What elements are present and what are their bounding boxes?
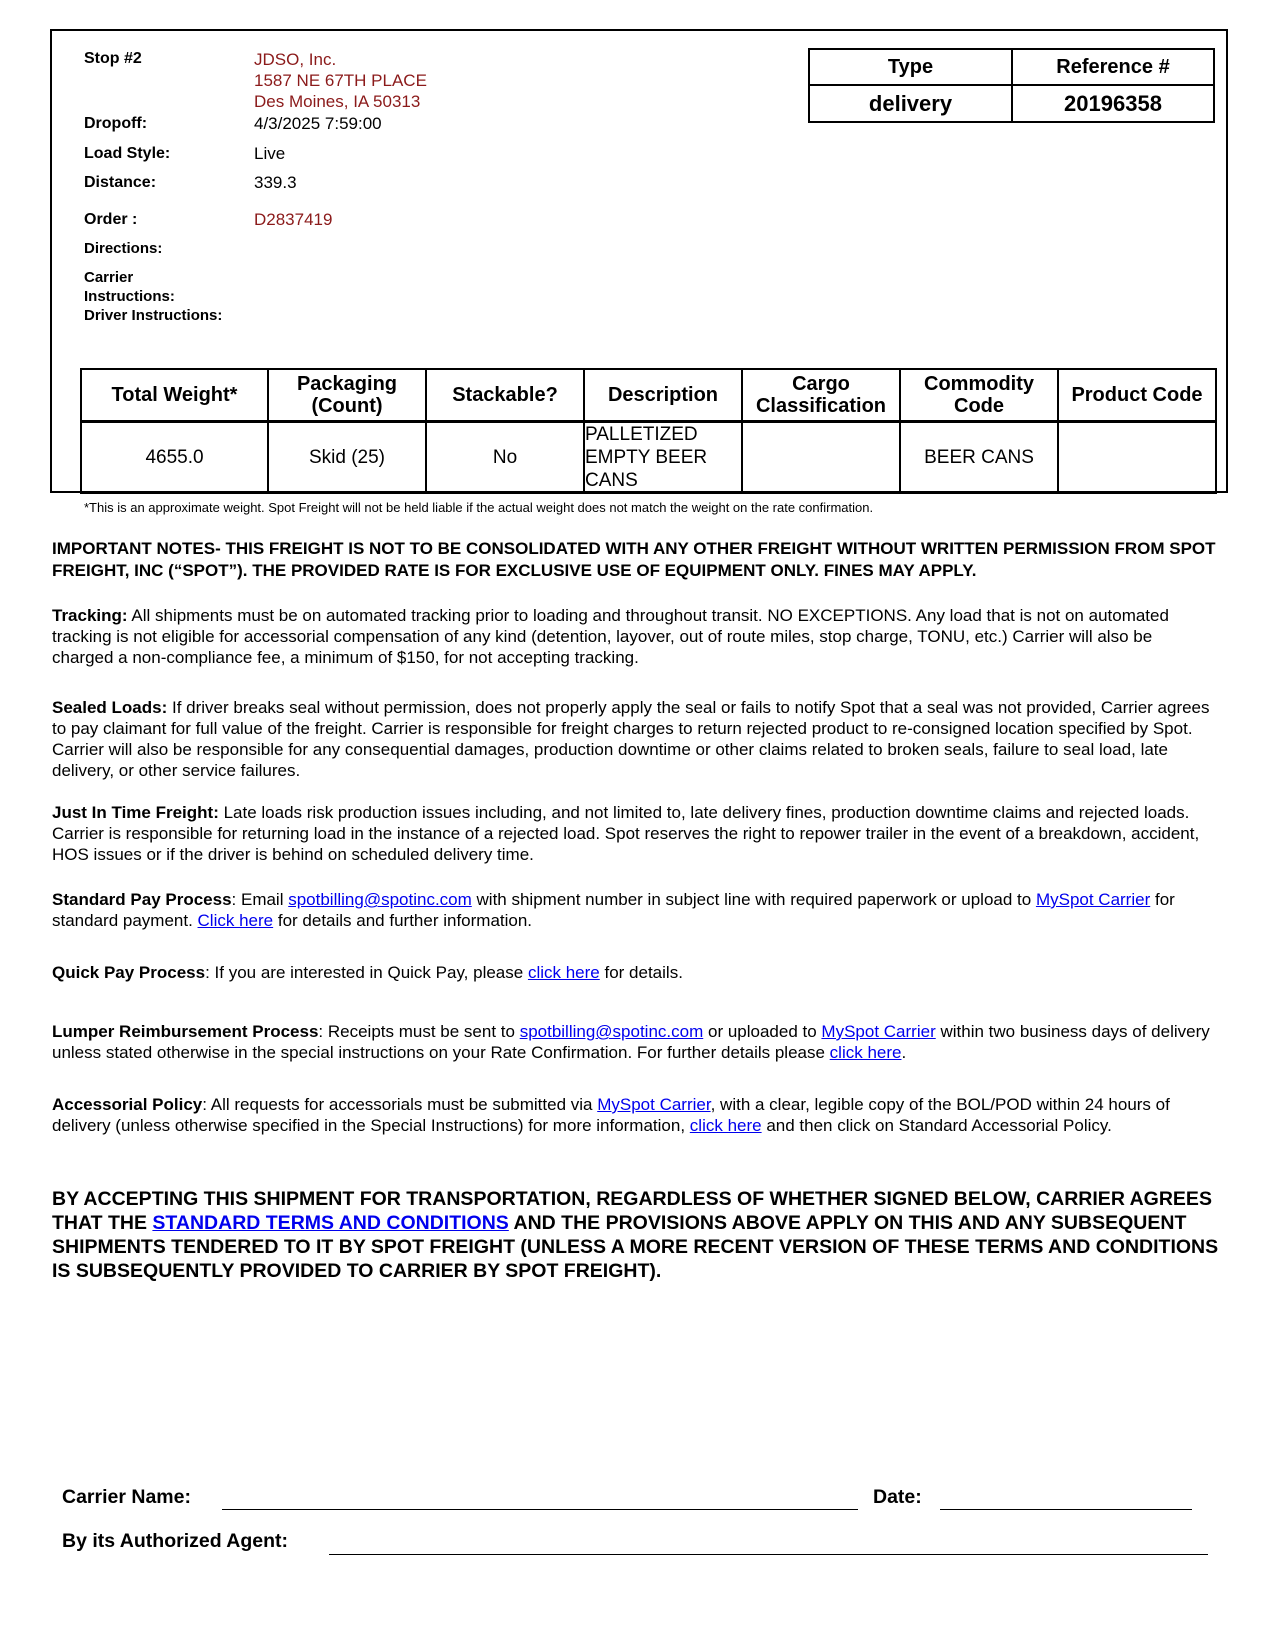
dropoff-label: Dropoff: [84,115,148,132]
distance-label: Distance: [84,174,157,191]
authorized-agent-field[interactable] [329,1554,1208,1555]
header-commodity-code: Commodity Code [900,369,1058,422]
order-label: Order : [84,211,138,228]
carrier-instructions-label-1: Carrier [84,269,134,286]
header-product-code: Product Code [1058,369,1216,422]
jit-text: Late loads risk production issues including, and not limited to, late delivery fines, production downtime claims and rejected loads. Carrier is responsible for returning load in the instance of a rejected load. Spot reserves the right to repower trailer in the event of a breakdown, accident, HOS issues or if the driver is behind on scheduled delivery time. [52,803,1200,864]
accessorial-text-3: and then click on Standard Accessorial Policy. [761,1116,1112,1135]
acceptance-text-2: AND THE PROVISIONS ABOVE APPLY ON THIS AND ANY SUBSEQUENT SHIPMENTS TENDERED TO IT BY SPOT FREIGHT (UNLESS A MORE RECENT VERSION OF THESE TERMS AND CONDITIONS IS SUBSEQUENTLY PROVIDED TO CARRIER BY SPOT FREIGHT). [52,1212,1219,1282]
lumper-text-2: or uploaded to [703,1022,822,1041]
cell-commodity-code: BEER CANS [900,422,1058,494]
lumper-paragraph [52,1021,1212,1063]
quick-pay-title: Quick Pay Process [52,963,206,982]
accessorial-text-2: , with a clear, legible copy of the BOL/POD within 24 hours of delivery (unless otherwise specified in the Special Instructions) for more information, [52,1095,1170,1135]
quick-pay-paragraph [52,962,1212,983]
cell-packaging: Skid (25) [268,422,426,494]
header-packaging: Packaging (Count) [268,369,426,422]
acceptance-text-1: BY ACCEPTING THIS SHIPMENT FOR TRANSPORTATION, REGARDLESS OF WHETHER SIGNED BELOW, CARRIER AGREES THAT THE [52,1188,1212,1234]
quick-pay-text-1: : If you are interested in Quick Pay, please [205,963,528,982]
address-line-1: 1587 NE 67TH PLACE [254,71,427,90]
lumper-title: Lumper Reimbursement Process [52,1022,319,1041]
load-style-value: Live [254,144,286,163]
driver-instructions-label: Driver Instructions: [84,307,223,324]
acceptance-statement [52,1187,1232,1283]
sealed-text: If driver breaks seal without permission, does not properly apply the seal or fails to notify Spot that a seal was not provided, Carrier agrees to pay claimant for full value of the freight. Carrier is responsible for freight charges to return rejected product to re-consigned location specified by Spot. Carrier will also be responsible for any consequential damages, production downtime or other claims related to broken seals, failure to seal load, late delivery, or other service failures. [52,698,1210,780]
lumper-text-4: . [901,1043,907,1062]
accessorial-paragraph [52,1094,1212,1136]
dropoff-value: 4/3/2025 7:59:00 [254,114,382,133]
standard-terms-link[interactable]: STANDARD TERMS AND CONDITIONS [152,1212,509,1234]
stop-label: Stop #2 [84,50,142,67]
header-description: Description [584,369,742,422]
lumper-text-1: : Receipts must be sent to [318,1022,520,1041]
accessorial-text-1: : All requests for accessorials must be submitted via [202,1095,598,1114]
carrier-instructions-label-2: Instructions: [84,288,175,305]
lumper-myspot-carrier-link[interactable]: MySpot Carrier [821,1022,936,1041]
accessorial-myspot-carrier-link[interactable]: MySpot Carrier [597,1095,711,1114]
header-stackable: Stackable? [426,369,584,422]
authorized-agent-label: By its Authorized Agent: [62,1530,289,1552]
lumper-click-here-link[interactable]: click here [829,1043,902,1062]
carrier-name-label: Carrier Name: [62,1486,191,1508]
cell-stackable: No [426,422,584,494]
quick-pay-click-here-link[interactable]: click here [527,963,600,982]
standard-pay-click-here-link[interactable]: Click here [197,911,274,930]
tracking-text: All shipments must be on automated tracking prior to loading and throughout transit. NO EXCEPTIONS. Any load that is not on automated tracking is not eligible for accessorial compensation of any kind (detention, layover, out of route miles, stop charge, TONU, etc.) Carrier will also be charged a non-compliance fee, a minimum of $150, for not accepting tracking. [52,606,1169,667]
address-line-2: Des Moines, IA 50313 [254,92,421,111]
table-row [81,422,1216,494]
order-value: D2837419 [254,210,333,229]
type-value: delivery [809,85,1012,122]
standard-pay-text-3: for standard payment. [52,890,1175,930]
jit-title: Just In Time Freight: [52,803,219,822]
sealed-loads-paragraph [52,697,1212,781]
accessorial-title: Accessorial Policy [52,1095,203,1114]
standard-pay-text-4: for details and further information. [273,911,533,930]
cargo-table [80,368,1217,494]
cell-total-weight: 4655.0 [81,422,268,494]
tracking-paragraph [52,605,1212,668]
weight-note: *This is an approximate weight. Spot Freight will not be held liable if the actual weight does not match the weight on the rate confirmation. [84,500,874,515]
header-total-weight: Total Weight* [81,369,268,422]
sealed-title: Sealed Loads: [52,698,168,717]
standard-pay-paragraph [52,889,1212,931]
quick-pay-text-2: for details. [599,963,683,982]
lumper-text-3: within two business days of delivery unless stated otherwise in the special instructions on your Rate Confirmation. For further details please [52,1022,1210,1062]
billing-email-link[interactable]: spotbilling@spotinc.com [288,890,472,909]
jit-paragraph [52,802,1212,865]
lumper-email-link[interactable]: spotbilling@spotinc.com [519,1022,704,1041]
standard-pay-text-1: : Email [231,890,289,909]
standard-pay-title: Standard Pay Process [52,890,232,909]
cell-product-code [1058,422,1216,494]
reference-header: Reference # [1012,49,1214,85]
carrier-name-field[interactable] [222,1509,858,1510]
load-style-label: Load Style: [84,145,171,162]
standard-pay-text-2: with shipment number in subject line with required paperwork or upload to [471,890,1036,909]
important-notes: IMPORTANT NOTES- THIS FREIGHT IS NOT TO BE CONSOLIDATED WITH ANY OTHER FREIGHT WITHOUT WRITTEN PERMISSION FROM SPOT FREIGHT, INC (“SPOT”). THE PROVIDED RATE IS FOR EXCLUSIVE USE OF EQUIPMENT ONLY. FINES MAY APPLY. [52,539,1216,580]
distance-value: 339.3 [254,173,297,192]
date-label: Date: [873,1486,922,1508]
header-cargo-classification: Cargo Classification [742,369,900,422]
reference-table [808,48,1215,123]
type-header: Type [809,49,1012,85]
accessorial-click-here-link[interactable]: click here [689,1116,762,1135]
cell-cargo-classification [742,422,900,494]
company-name: JDSO, Inc. [254,50,337,69]
tracking-title: Tracking: [52,606,128,625]
reference-value: 20196358 [1012,85,1214,122]
cell-description: PALLETIZED EMPTY BEER CANS [584,422,742,494]
directions-label: Directions: [84,240,163,257]
date-field[interactable] [940,1509,1192,1510]
myspot-carrier-link[interactable]: MySpot Carrier [1035,890,1151,909]
